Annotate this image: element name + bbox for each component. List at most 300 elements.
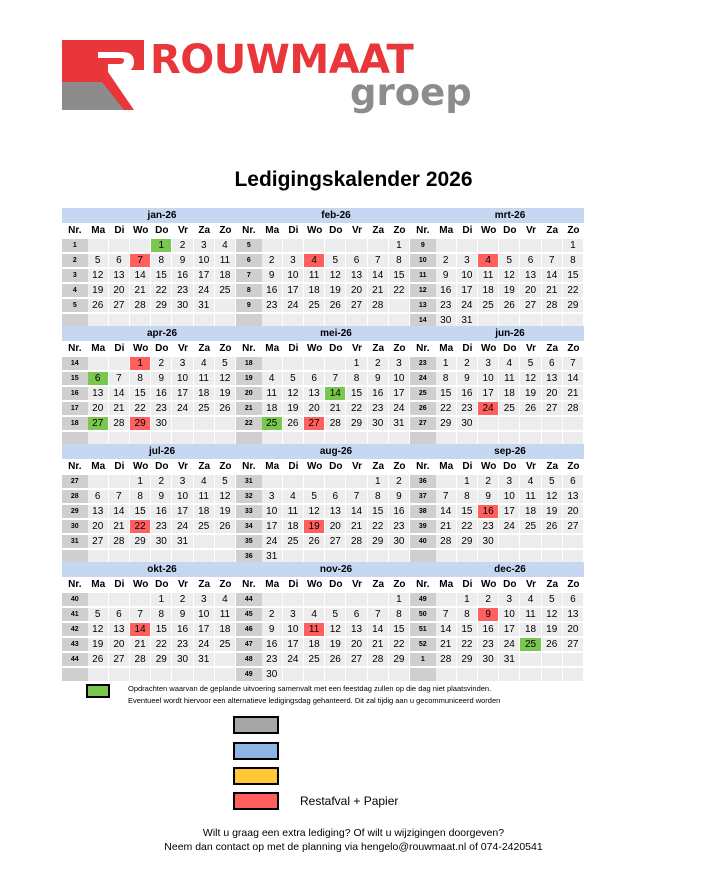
day-cell bbox=[194, 417, 214, 430]
day-cell: 9 bbox=[172, 254, 192, 267]
day-cell: 22 bbox=[389, 638, 409, 651]
day-cell: 19 bbox=[88, 284, 108, 297]
day-cell bbox=[520, 653, 540, 666]
week-number: 20 bbox=[236, 387, 262, 400]
day-cell: 14 bbox=[109, 387, 129, 400]
calendar-grid bbox=[62, 208, 584, 680]
day-cell: 10 bbox=[499, 608, 519, 621]
week-number: 11 bbox=[410, 269, 436, 282]
day-cell: 20 bbox=[88, 520, 108, 533]
day-cell: 20 bbox=[109, 284, 129, 297]
day-cell: 25 bbox=[304, 653, 324, 666]
day-cell: 20 bbox=[563, 623, 583, 636]
weekday-header: Do bbox=[329, 343, 343, 354]
day-cell bbox=[88, 239, 108, 252]
day-cell: 18 bbox=[520, 623, 540, 636]
week-number: 18 bbox=[236, 357, 262, 370]
week-number: 44 bbox=[236, 593, 262, 606]
day-cell bbox=[88, 357, 108, 370]
day-cell: 11 bbox=[478, 269, 498, 282]
day-cell: 17 bbox=[283, 638, 303, 651]
weekday-header: Ma bbox=[265, 579, 280, 590]
day-cell: 21 bbox=[368, 284, 388, 297]
rouwmaat-logo-mark-icon bbox=[62, 38, 146, 110]
day-cell bbox=[151, 668, 171, 681]
day-cell: 7 bbox=[368, 608, 388, 621]
day-cell: 12 bbox=[499, 269, 519, 282]
day-cell: 2 bbox=[436, 254, 456, 267]
day-cell: 26 bbox=[283, 417, 303, 430]
quarter-band bbox=[62, 444, 584, 562]
week-number-header: Nr. bbox=[242, 343, 256, 354]
weekday-header: Wo bbox=[306, 225, 323, 236]
week-number: 50 bbox=[410, 608, 436, 621]
day-cell: 8 bbox=[346, 372, 366, 385]
holiday-day-cell: 27 bbox=[88, 417, 108, 430]
day-cell: 18 bbox=[520, 505, 540, 518]
month-header bbox=[236, 326, 410, 341]
day-cell: 22 bbox=[368, 520, 388, 533]
day-cell: 24 bbox=[172, 520, 192, 533]
day-cell: 23 bbox=[151, 402, 171, 415]
day-cell bbox=[436, 668, 456, 681]
weekday-header: Ma bbox=[439, 579, 454, 590]
day-cell: 29 bbox=[457, 653, 477, 666]
month-name: mrt-26 bbox=[494, 210, 526, 221]
day-cell bbox=[542, 417, 562, 430]
week-number: 32 bbox=[236, 490, 262, 503]
weekday-header: Zo bbox=[393, 225, 406, 236]
waste-type-swatch bbox=[233, 792, 279, 810]
week-number: 25 bbox=[410, 387, 436, 400]
day-cell: 30 bbox=[151, 417, 171, 430]
day-cell bbox=[346, 593, 366, 606]
weekday-header: Ma bbox=[265, 225, 280, 236]
week-number: 16 bbox=[62, 387, 88, 400]
day-cell: 17 bbox=[262, 520, 282, 533]
week-number-header: Nr. bbox=[416, 225, 430, 236]
page-title: Ledigingskalender 2026 bbox=[234, 168, 473, 191]
day-cell: 4 bbox=[194, 475, 214, 488]
waste-type-label: Restafval + Papier bbox=[300, 794, 399, 808]
day-cell: 5 bbox=[499, 254, 519, 267]
day-cell: 15 bbox=[151, 269, 171, 282]
week-number: 14 bbox=[410, 314, 436, 327]
month-block bbox=[62, 562, 236, 680]
day-cell bbox=[478, 417, 498, 430]
day-cell: 31 bbox=[194, 299, 214, 312]
weekday-header: Wo bbox=[480, 343, 497, 354]
week-row bbox=[62, 534, 236, 549]
day-cell: 26 bbox=[215, 402, 235, 415]
day-cell: 30 bbox=[262, 668, 282, 681]
week-row bbox=[62, 504, 236, 519]
day-cell: 25 bbox=[478, 299, 498, 312]
day-cell: 10 bbox=[499, 490, 519, 503]
day-cell: 18 bbox=[194, 505, 214, 518]
day-cell: 11 bbox=[262, 387, 282, 400]
day-cell: 21 bbox=[542, 284, 562, 297]
weekday-header: Ma bbox=[439, 225, 454, 236]
week-row bbox=[410, 607, 584, 622]
day-cell: 28 bbox=[436, 535, 456, 548]
day-cell: 14 bbox=[563, 372, 583, 385]
weekday-header: Vr bbox=[526, 343, 537, 354]
week-number: 33 bbox=[236, 505, 262, 518]
week-row bbox=[410, 504, 584, 519]
day-cell bbox=[283, 357, 303, 370]
weekday-header: Zo bbox=[393, 343, 406, 354]
day-cell bbox=[563, 535, 583, 548]
footer-line-2: Neem dan contact op met de planning via hengelo@rouwmaat.nl of 074-2420541 bbox=[164, 841, 543, 853]
day-cell: 2 bbox=[262, 608, 282, 621]
day-cell: 5 bbox=[520, 357, 540, 370]
week-row bbox=[62, 652, 236, 667]
day-cell: 4 bbox=[520, 475, 540, 488]
month-header bbox=[62, 208, 236, 223]
day-cell bbox=[542, 668, 562, 681]
day-cell: 7 bbox=[368, 254, 388, 267]
day-cell bbox=[109, 593, 129, 606]
day-cell bbox=[389, 668, 409, 681]
day-cell: 28 bbox=[130, 299, 150, 312]
day-cell bbox=[389, 299, 409, 312]
day-cell: 22 bbox=[130, 402, 150, 415]
month-name: jul-26 bbox=[148, 446, 176, 457]
day-cell bbox=[304, 668, 324, 681]
weekday-header: Zo bbox=[567, 343, 580, 354]
day-cell: 20 bbox=[325, 520, 345, 533]
week-row bbox=[410, 637, 584, 652]
day-cell: 22 bbox=[457, 638, 477, 651]
day-cell: 9 bbox=[368, 372, 388, 385]
weekday-header: Za bbox=[546, 343, 559, 354]
day-cell bbox=[520, 535, 540, 548]
week-row bbox=[236, 489, 410, 504]
weekday-header: Wo bbox=[132, 225, 149, 236]
day-cell bbox=[499, 417, 519, 430]
week-number: 7 bbox=[236, 269, 262, 282]
holiday-day-cell: 25 bbox=[520, 638, 540, 651]
day-cell: 3 bbox=[499, 593, 519, 606]
weekday-header: Do bbox=[155, 225, 169, 236]
week-number: 45 bbox=[236, 608, 262, 621]
day-cell: 28 bbox=[109, 417, 129, 430]
day-cell: 23 bbox=[436, 299, 456, 312]
weekday-header: Di bbox=[462, 461, 473, 472]
month-header bbox=[410, 444, 584, 459]
day-cell: 14 bbox=[109, 505, 129, 518]
collection-day-cell: 29 bbox=[130, 417, 150, 430]
day-cell: 30 bbox=[389, 535, 409, 548]
day-cell: 26 bbox=[520, 402, 540, 415]
footer-line-1: Wilt u graag een extra lediging? Of wilt u wijzigingen doorgeven? bbox=[202, 827, 505, 839]
day-cell: 15 bbox=[130, 505, 150, 518]
weekday-header: Do bbox=[155, 461, 169, 472]
day-cell: 1 bbox=[457, 593, 477, 606]
day-cell: 3 bbox=[499, 475, 519, 488]
weekday-header: Di bbox=[288, 225, 299, 236]
day-cell: 2 bbox=[151, 475, 171, 488]
day-cell: 28 bbox=[130, 653, 150, 666]
day-cell: 14 bbox=[130, 269, 150, 282]
waste-type-swatch bbox=[233, 767, 279, 785]
day-cell: 14 bbox=[436, 505, 456, 518]
day-cell: 21 bbox=[368, 638, 388, 651]
weekday-header: Za bbox=[198, 225, 211, 236]
day-cell: 11 bbox=[520, 608, 540, 621]
month-name: jan-26 bbox=[147, 210, 177, 221]
day-cell: 27 bbox=[520, 299, 540, 312]
day-cell: 17 bbox=[172, 387, 192, 400]
day-cell: 16 bbox=[478, 623, 498, 636]
weekday-header: Za bbox=[372, 343, 385, 354]
day-cell: 4 bbox=[304, 608, 324, 621]
day-cell: 6 bbox=[542, 357, 562, 370]
week-number: 15 bbox=[62, 372, 88, 385]
week-number: 22 bbox=[236, 417, 262, 430]
day-cell bbox=[520, 668, 540, 681]
day-cell: 18 bbox=[499, 387, 519, 400]
week-number-header: Nr. bbox=[68, 461, 82, 472]
day-cell: 28 bbox=[346, 535, 366, 548]
day-cell: 12 bbox=[542, 490, 562, 503]
day-cell bbox=[563, 417, 583, 430]
day-cell: 15 bbox=[130, 387, 150, 400]
month-block bbox=[410, 444, 584, 562]
day-cell: 26 bbox=[88, 653, 108, 666]
month-name: sep-26 bbox=[494, 446, 526, 457]
week-number: 44 bbox=[62, 653, 88, 666]
holiday-day-cell: 6 bbox=[88, 372, 108, 385]
month-header bbox=[236, 444, 410, 459]
weekday-header: Wo bbox=[480, 579, 497, 590]
day-cell: 28 bbox=[563, 402, 583, 415]
day-cell: 12 bbox=[88, 623, 108, 636]
collection-day-cell: 1 bbox=[130, 357, 150, 370]
weekday-header: Zo bbox=[219, 343, 232, 354]
weekday-header-row bbox=[62, 223, 236, 238]
day-cell bbox=[130, 668, 150, 681]
day-cell: 4 bbox=[262, 372, 282, 385]
day-cell bbox=[499, 239, 519, 252]
day-cell: 26 bbox=[325, 653, 345, 666]
day-cell: 20 bbox=[109, 638, 129, 651]
day-cell: 3 bbox=[457, 254, 477, 267]
week-number-header: Nr. bbox=[68, 225, 82, 236]
day-cell: 17 bbox=[499, 623, 519, 636]
day-cell bbox=[368, 593, 388, 606]
day-cell: 3 bbox=[283, 608, 303, 621]
day-cell: 25 bbox=[194, 402, 214, 415]
week-row bbox=[236, 416, 410, 431]
day-cell bbox=[88, 475, 108, 488]
day-cell: 21 bbox=[130, 284, 150, 297]
day-cell: 14 bbox=[436, 623, 456, 636]
day-cell: 8 bbox=[368, 490, 388, 503]
week-number: 36 bbox=[410, 475, 436, 488]
day-cell: 19 bbox=[88, 638, 108, 651]
weekday-header: Zo bbox=[567, 579, 580, 590]
month-block bbox=[410, 562, 584, 680]
day-cell bbox=[499, 535, 519, 548]
weekday-header: Ma bbox=[91, 461, 106, 472]
day-cell: 6 bbox=[325, 490, 345, 503]
day-cell: 12 bbox=[215, 372, 235, 385]
day-cell: 10 bbox=[194, 254, 214, 267]
week-row bbox=[62, 416, 236, 431]
day-cell: 23 bbox=[389, 520, 409, 533]
weekday-header: Di bbox=[288, 461, 299, 472]
weekday-header: Zo bbox=[219, 461, 232, 472]
week-row bbox=[410, 622, 584, 637]
day-cell: 17 bbox=[172, 505, 192, 518]
day-cell: 22 bbox=[389, 284, 409, 297]
week-row bbox=[62, 253, 236, 268]
weekday-header: Za bbox=[198, 343, 211, 354]
week-row bbox=[236, 386, 410, 401]
month-name: aug-26 bbox=[319, 446, 353, 457]
day-cell bbox=[436, 475, 456, 488]
day-cell: 5 bbox=[88, 254, 108, 267]
day-cell: 29 bbox=[436, 417, 456, 430]
week-number: 34 bbox=[236, 520, 262, 533]
day-cell: 21 bbox=[325, 402, 345, 415]
day-cell: 28 bbox=[542, 299, 562, 312]
day-cell: 9 bbox=[262, 623, 282, 636]
day-cell: 28 bbox=[368, 653, 388, 666]
day-cell: 25 bbox=[520, 520, 540, 533]
week-row bbox=[410, 416, 584, 431]
week-number-header: Nr. bbox=[68, 579, 82, 590]
day-cell: 21 bbox=[436, 520, 456, 533]
day-cell: 12 bbox=[542, 608, 562, 621]
week-row bbox=[410, 489, 584, 504]
day-cell bbox=[88, 593, 108, 606]
day-cell bbox=[130, 593, 150, 606]
day-cell: 15 bbox=[389, 623, 409, 636]
day-cell: 9 bbox=[389, 490, 409, 503]
day-cell: 3 bbox=[172, 357, 192, 370]
day-cell bbox=[215, 417, 235, 430]
day-cell: 5 bbox=[88, 608, 108, 621]
week-row bbox=[410, 386, 584, 401]
day-cell: 7 bbox=[130, 608, 150, 621]
week-number: 13 bbox=[410, 299, 436, 312]
day-cell: 23 bbox=[457, 402, 477, 415]
day-cell: 8 bbox=[436, 372, 456, 385]
day-cell: 31 bbox=[499, 653, 519, 666]
weekday-header: Di bbox=[114, 579, 125, 590]
month-header bbox=[410, 326, 584, 341]
day-cell: 17 bbox=[283, 284, 303, 297]
day-cell: 11 bbox=[194, 372, 214, 385]
day-cell bbox=[520, 239, 540, 252]
day-cell: 20 bbox=[346, 638, 366, 651]
day-cell: 25 bbox=[215, 284, 235, 297]
day-cell: 23 bbox=[368, 402, 388, 415]
day-cell: 30 bbox=[478, 535, 498, 548]
day-cell: 10 bbox=[478, 372, 498, 385]
day-cell: 19 bbox=[325, 284, 345, 297]
day-cell: 8 bbox=[151, 254, 171, 267]
day-cell bbox=[457, 668, 477, 681]
day-cell bbox=[283, 239, 303, 252]
month-header bbox=[62, 444, 236, 459]
week-number: 5 bbox=[236, 239, 262, 252]
day-cell: 19 bbox=[215, 505, 235, 518]
weekday-header: Zo bbox=[393, 579, 406, 590]
day-cell: 21 bbox=[563, 387, 583, 400]
week-row bbox=[62, 238, 236, 253]
day-cell: 18 bbox=[194, 387, 214, 400]
weekday-header: Za bbox=[372, 461, 385, 472]
week-number: 35 bbox=[236, 535, 262, 548]
day-cell: 3 bbox=[172, 475, 192, 488]
day-cell: 22 bbox=[436, 402, 456, 415]
weekday-header: Za bbox=[546, 225, 559, 236]
week-number: 8 bbox=[236, 284, 262, 297]
weekday-header: Do bbox=[503, 461, 517, 472]
day-cell: 24 bbox=[194, 284, 214, 297]
day-cell: 5 bbox=[542, 475, 562, 488]
day-cell bbox=[262, 593, 282, 606]
day-cell: 1 bbox=[368, 475, 388, 488]
weekday-header: Di bbox=[114, 343, 125, 354]
day-cell: 7 bbox=[436, 608, 456, 621]
day-cell: 6 bbox=[346, 608, 366, 621]
day-cell: 2 bbox=[368, 357, 388, 370]
day-cell: 3 bbox=[283, 254, 303, 267]
day-cell: 8 bbox=[563, 254, 583, 267]
day-cell: 25 bbox=[283, 535, 303, 548]
day-cell: 3 bbox=[194, 593, 214, 606]
day-cell: 2 bbox=[478, 593, 498, 606]
week-number: 46 bbox=[236, 623, 262, 636]
day-cell bbox=[325, 357, 345, 370]
day-cell: 16 bbox=[436, 284, 456, 297]
day-cell bbox=[283, 475, 303, 488]
week-row bbox=[236, 637, 410, 652]
day-cell bbox=[478, 668, 498, 681]
holiday-day-cell: 1 bbox=[151, 239, 171, 252]
week-number: 10 bbox=[410, 254, 436, 267]
day-cell: 30 bbox=[368, 417, 388, 430]
week-number: 14 bbox=[62, 357, 88, 370]
week-number: 19 bbox=[236, 372, 262, 385]
day-cell: 8 bbox=[389, 608, 409, 621]
day-cell: 29 bbox=[130, 535, 150, 548]
day-cell bbox=[194, 535, 214, 548]
day-cell: 20 bbox=[304, 402, 324, 415]
day-cell: 24 bbox=[172, 402, 192, 415]
weekday-header: Di bbox=[288, 343, 299, 354]
day-cell: 4 bbox=[215, 239, 235, 252]
day-cell bbox=[563, 668, 583, 681]
day-cell: 10 bbox=[172, 372, 192, 385]
day-cell: 13 bbox=[346, 623, 366, 636]
day-cell: 27 bbox=[109, 299, 129, 312]
week-row bbox=[410, 356, 584, 371]
weekday-header: Vr bbox=[526, 461, 537, 472]
day-cell bbox=[283, 668, 303, 681]
week-number: 38 bbox=[410, 505, 436, 518]
day-cell: 1 bbox=[130, 475, 150, 488]
day-cell: 16 bbox=[457, 387, 477, 400]
day-cell: 22 bbox=[563, 284, 583, 297]
weekday-header: Ma bbox=[91, 343, 106, 354]
month-block bbox=[236, 444, 410, 562]
